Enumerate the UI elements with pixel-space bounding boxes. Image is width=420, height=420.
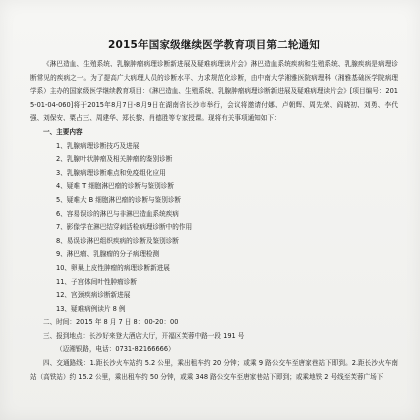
list-item: 1、乳腺病理诊断技巧及进展 bbox=[56, 141, 140, 150]
list-item: 10、卵巢上皮性肿瘤的病理诊断新进展 bbox=[56, 263, 170, 272]
section-1-heading: 一、主要内容 bbox=[43, 127, 83, 136]
list-item: 4、疑难 T 细胞淋巴瘤的诊断与鉴别诊断 bbox=[56, 182, 174, 191]
document-body bbox=[30, 38, 398, 384]
document-title: 2015年国家级继续医学教育项目第二轮通知 bbox=[108, 39, 320, 51]
section-2-time: 二、时间：2015 年 8 月 7 日 8：00-20：00 bbox=[43, 318, 179, 327]
list-item: 8、易误诊淋巴组织疾病的诊断及鉴别诊断 bbox=[56, 236, 179, 245]
list-item: 13、疑难病例读片 8 例 bbox=[56, 304, 126, 313]
section-3-location: 三、报到地点：长沙好来登大酒店大厅，开福区芙蓉中路一段 191 号 bbox=[43, 331, 245, 340]
intro-paragraph: 《淋巴造血、生殖系统、乳腺肿瘤病理诊断新进展及疑难病理读片会》淋巴造血系统疾病和生殖系统、乳腺疾病是病理诊断常见的疾病之一。为了提高广大病理人员的诊断水平、力求规范化诊断，由中南大学湘雅医院病理科（湘雅基础医学院病理学系）主办的国家级医学继续教育项目：《淋巴造血、生殖系统、乳腺肿瘤病理诊断新进展及疑难病理读片会》[项目编号：2015-01-04-060]将于2015年8月7日-8月9日在湖南省长沙市举行，会议将邀请付娜、卢朝辉、周先荣、阎晓初、刘勇、李代强、刘保安、粟占三、周建华、郑长黎、肖德胜等专家授课。现将有关事项通知如下： bbox=[30, 60, 398, 123]
list-item: 12、宫颈疾病诊断新进展 bbox=[56, 291, 131, 300]
list-item: 2、乳腺叶状肿瘤及相关肿瘤的鉴别诊断 bbox=[56, 155, 173, 164]
section-4-transport: 四、交通路线：1.距长沙火车站约 5.2 公里，乘出租车约 20 分钟；或乘 9 路公交车至唐家巷站下即到。2.距长沙火车南站（高铁站）约 15.2 公里，乘出租车约 50 分钟，或乘 348 路公交车至唐家巷站下即到；或乘地铁 2 号线至芙蓉广场下 bbox=[30, 359, 398, 381]
list-item: 9、淋巴瘤、乳腺瘤的分子病理检测 bbox=[56, 250, 160, 259]
list-item: 7、影像学在淋巴结穿刺活检病理诊断中的作用 bbox=[56, 223, 193, 232]
list-item: 5、疑难大 B 细胞淋巴瘤的诊断与鉴别诊断 bbox=[56, 195, 182, 204]
list-item: 11、子宫体间叶性肿瘤诊断 bbox=[56, 277, 137, 286]
list-item: 6、容易误诊的淋巴与非淋巴造血系统疾病 bbox=[56, 209, 179, 218]
section-3-phone: （迈湘银路，电话：0731-82166666） bbox=[56, 345, 175, 354]
list-item: 3、乳腺病理诊断难点和免疫组化应用 bbox=[56, 168, 166, 177]
section-1-list bbox=[30, 140, 398, 317]
